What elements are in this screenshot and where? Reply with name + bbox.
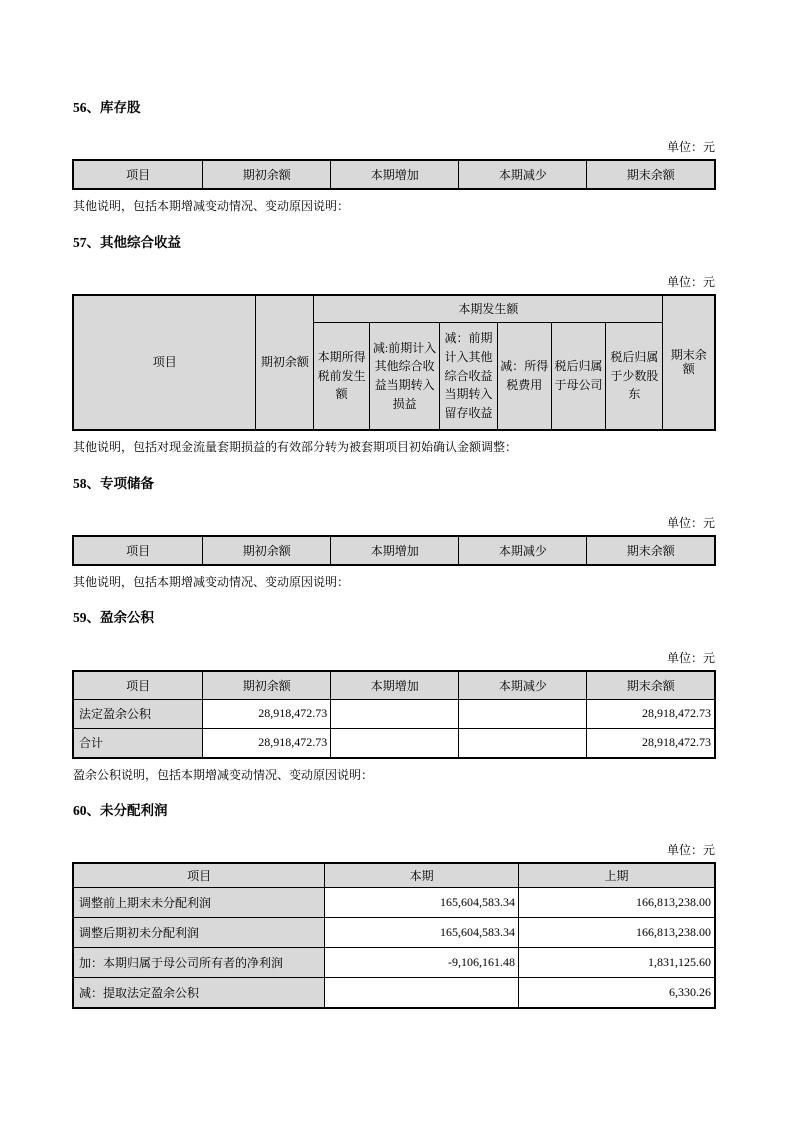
value-cell: 28,918,472.73	[203, 699, 331, 728]
header-cell: 税后归属于母公司	[551, 322, 606, 430]
table-header-row	[73, 863, 715, 888]
row-label-cell: 调整后期初未分配利润	[73, 918, 325, 948]
row-label-cell: 法定盈余公积	[73, 699, 203, 728]
value-cell	[459, 728, 587, 758]
section-57-note: 其他说明，包括对现金流量套期损益的有效部分转为被套期项目初始确认金额调整：	[73, 439, 518, 454]
header-cell: 减:前期计入其他综合收益当期转入损益	[370, 322, 440, 430]
surplus-reserves-table	[72, 670, 716, 759]
header-cell-group: 本期发生额	[314, 295, 663, 323]
header-cell: 本期增加	[331, 671, 459, 700]
header-cell: 本期减少	[459, 160, 587, 189]
header-cell: 本期	[325, 863, 519, 888]
value-cell	[325, 978, 519, 1009]
section-57-title: 57、其他综合收益	[73, 234, 181, 250]
section-56-title: 56、库存股	[73, 100, 141, 115]
header-cell: 减：前期计入其他综合收益当期转入留存收益	[440, 322, 498, 430]
table-row	[73, 918, 715, 948]
value-cell: -9,106,161.48	[325, 948, 519, 978]
section-59-title: 59、盈余公积	[73, 610, 154, 626]
special-reserves-table	[72, 535, 716, 566]
row-label-cell: 减：提取法定盈余公积	[73, 978, 325, 1009]
header-cell: 项目	[73, 160, 203, 189]
unit-label: 单位：元	[666, 650, 715, 665]
header-cell: 项目	[73, 863, 325, 888]
value-cell: 165,604,583.34	[325, 918, 519, 948]
table-row	[73, 948, 715, 978]
undistributed-profit-table	[72, 862, 716, 1009]
unit-label: 单位：元	[666, 843, 715, 858]
header-cell: 期末余额	[587, 536, 715, 565]
value-cell	[331, 728, 459, 758]
section-58	[72, 476, 716, 591]
header-cell: 本期增加	[331, 160, 459, 189]
header-cell: 项目	[73, 295, 256, 430]
value-cell: 28,918,472.73	[587, 699, 715, 728]
header-cell: 减：所得税费用	[497, 322, 551, 430]
other-comprehensive-income-table	[72, 294, 716, 431]
value-cell	[459, 699, 587, 728]
header-cell: 项目	[73, 536, 203, 565]
header-cell: 期末余额	[587, 671, 715, 700]
header-cell: 期末余额	[587, 160, 715, 189]
header-cell: 本期减少	[459, 671, 587, 700]
section-59	[72, 610, 716, 783]
value-cell: 165,604,583.34	[325, 888, 519, 918]
value-cell: 1,831,125.60	[519, 948, 715, 978]
header-cell: 期末余额	[663, 295, 715, 430]
value-cell: 166,813,238.00	[519, 918, 715, 948]
section-57	[72, 235, 716, 456]
row-label-cell: 调整前上期末未分配利润	[73, 888, 325, 918]
row-label-cell: 合计	[73, 728, 203, 758]
header-cell: 期初余额	[256, 295, 314, 430]
table-header-row-group	[73, 295, 715, 323]
section-58-note: 其他说明，包括本期增减变动情况、变动原因说明：	[73, 574, 350, 589]
section-59-note: 盈余公积说明，包括本期增减变动情况、变动原因说明：	[73, 767, 374, 782]
value-cell: 6,330.26	[519, 978, 715, 1009]
header-cell: 本期减少	[459, 536, 587, 565]
value-cell: 28,918,472.73	[587, 728, 715, 758]
unit-label: 单位：元	[666, 274, 715, 289]
header-cell: 项目	[73, 671, 203, 700]
header-cell: 期初余额	[203, 160, 331, 189]
section-56-note: 其他说明，包括本期增减变动情况、变动原因说明：	[73, 199, 350, 214]
row-label-cell: 加：本期归属于母公司所有者的净利润	[73, 948, 325, 978]
header-cell: 本期所得税前发生额	[314, 322, 370, 430]
table-row	[73, 888, 715, 918]
unit-label: 单位：元	[666, 515, 715, 530]
section-56	[72, 100, 716, 215]
value-cell: 166,813,238.00	[519, 888, 715, 918]
header-cell: 期初余额	[203, 536, 331, 565]
table-header-row	[73, 536, 715, 565]
table-row	[73, 699, 715, 728]
unit-label: 单位：元	[666, 140, 715, 155]
treasury-stock-table	[72, 159, 716, 190]
value-cell: 28,918,472.73	[203, 728, 331, 758]
header-cell: 本期增加	[331, 536, 459, 565]
table-row	[73, 728, 715, 758]
value-cell	[331, 699, 459, 728]
table-header-row	[73, 671, 715, 700]
table-header-row	[73, 160, 715, 189]
section-60	[72, 803, 716, 1009]
section-60-title: 60、未分配利润	[73, 803, 168, 819]
header-cell: 税后归属于少数股东	[606, 322, 663, 430]
table-row	[73, 978, 715, 1009]
header-cell: 上期	[519, 863, 715, 888]
section-58-title: 58、专项储备	[73, 475, 154, 491]
header-cell: 期初余额	[203, 671, 331, 700]
